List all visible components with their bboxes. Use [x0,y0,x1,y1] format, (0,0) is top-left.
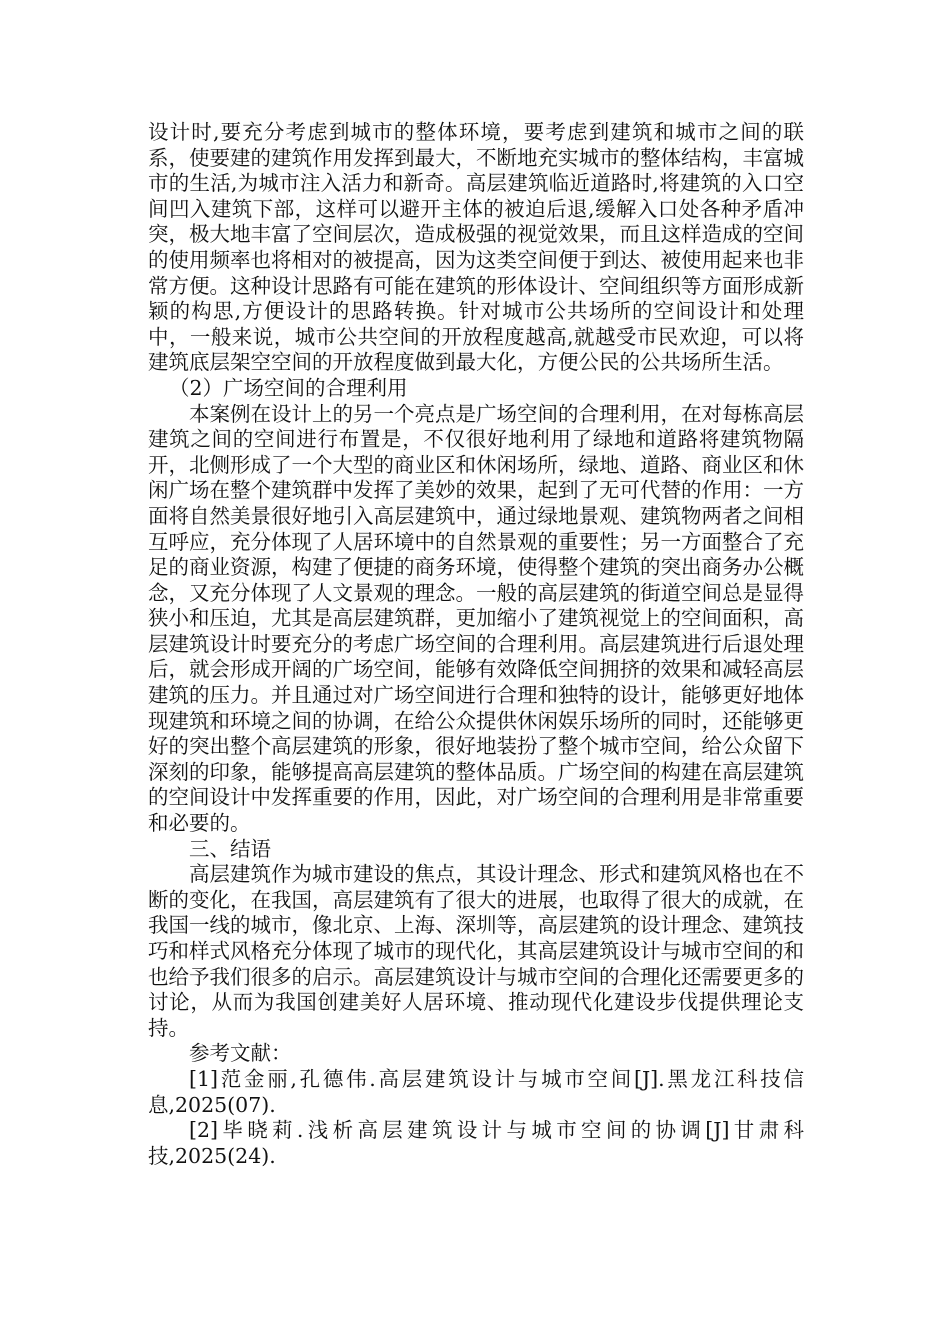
document-page [148,120,804,1169]
reference-item-1: [1]范金丽,孔德伟.高层建筑设计与城市空间[J].黑龙江科技信息,2025(07). [148,1066,804,1117]
body-paragraph-3: 高层建筑作为城市建设的焦点，其设计理念、形式和建筑风格也在不断的变化，在我国，高层建筑有了很大的进展，也取得了很大的成就，在我国一线的城市，像北京、上海、深圳等，高层建筑的设计理念、建筑技巧和样式风格充分体现了城市的现代化，其高层建筑设计与城市空间的和也给予我们很多的启示。高层建筑设计与城市空间的合理化还需要更多的讨论，从而为我国创建美好人居环境、推动现代化建设步伐提供理论支持。 [148,862,804,1040]
body-paragraph-1: 设计时,要充分考虑到城市的整体环境，要考虑到建筑和城市之间的联系，使要建的建筑作用发挥到最大，不断地充实城市的整体结构，丰富城市的生活,为城市注入活力和新奇。高层建筑临近道路时,将建筑的入口空间凹入建筑下部，这样可以避开主体的被迫后退,缓解入口处各种矛盾冲突，极大地丰富了空间层次，造成极强的视觉效果，而且这样造成的空间的使用频率也将相对的被提高，因为这类空间便于到达、被使用起来也非常方便。这种设计思路有可能在建筑的形体设计、空间组织等方面形成新颖的构思,方便设计的思路转换。针对城市公共场所的空间设计和处理中，一般来说，城市公共空间的开放程度越高,就越受市民欢迎，可以将建筑底层架空空间的开放程度做到最大化，方便公民的公共场所生活。 [148,120,804,375]
reference-item-2: [2]毕晓莉.浅析高层建筑设计与城市空间的协调[J]甘肃科技,2025(24). [148,1118,804,1168]
section-heading-conclusion: 三、结语 [189,836,271,861]
body-paragraph-2: 本案例在设计上的另一个亮点是广场空间的合理利用，在对每栋高层建筑之间的空间进行布置是，不仅很好地利用了绿地和道路将建筑物隔开，北侧形成了一个大型的商业区和休闲场所，绿地、道路、商业区和休闲广场在整个建筑群中发挥了美妙的效果，起到了无可代替的作用：一方面将自然美景很好地引入高层建筑中，通过绿地景观、建筑物两者之间相互呼应，充分体现了人居环境中的自然景观的重要性；另一方面整合了充足的商业资源，构建了便捷的商务环境，使得整个建筑的突出商务办公概念，又充分体现了人文景观的理念。一般的高层建筑的街道空间总是显得狭小和压迫，尤其是高层建筑群，更加缩小了建筑视觉上的空间面积，高层建筑设计时要充分的考虑广场空间的合理利用。高层建筑进行后退处理后，就会形成开阔的广场空间，能够有效降低空间拥挤的效果和减轻高层建筑的压力。并且通过对广场空间进行合理和独特的设计，能够更好地体现建筑和环境之间的协调，在给公众提供休闲娱乐场所的同时，还能够更好的突出整个高层建筑的形象，很好地装扮了整个城市空间，给公众留下深刻的印象，能够提高高层建筑的整体品质。广场空间的构建在高层建筑的空间设计中发挥重要的作用，因此，对广场空间的合理利用是非常重要和必要的。 [148,401,804,836]
section-heading-plaza-space: （2）广场空间的合理利用 [169,375,408,400]
references-heading: 参考文献： [189,1041,292,1066]
